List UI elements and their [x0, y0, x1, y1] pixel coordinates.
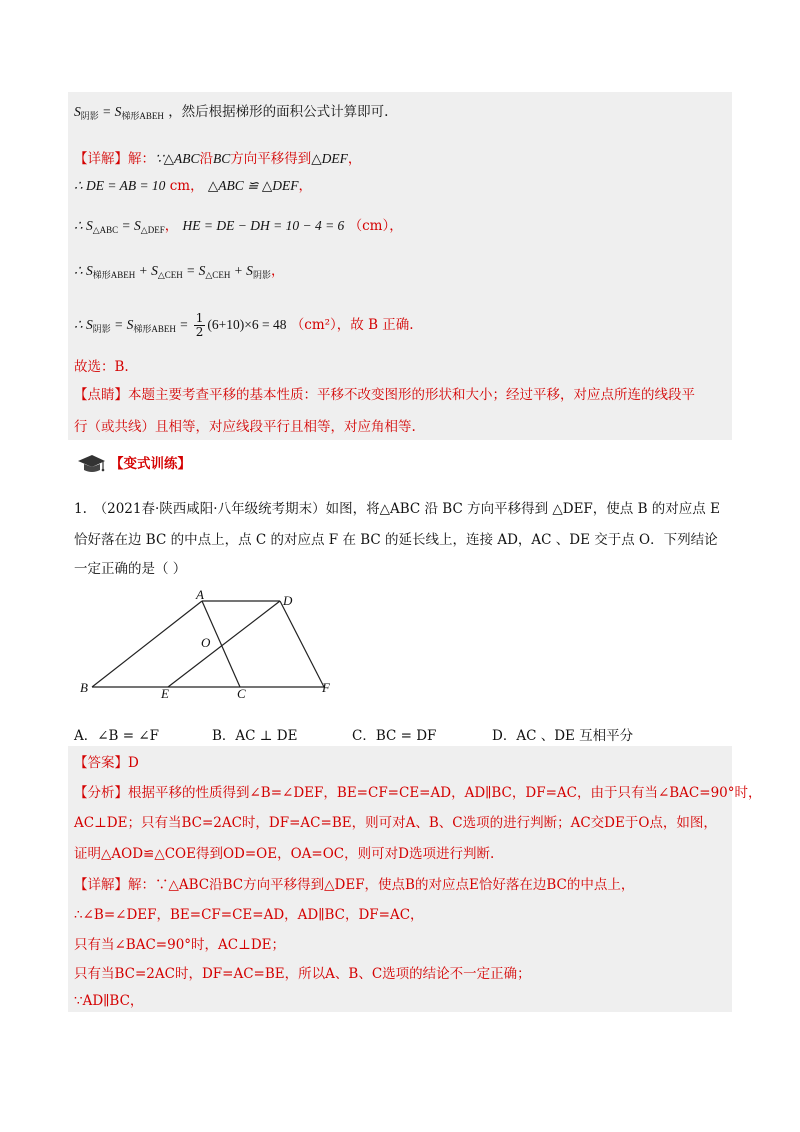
detail-line3: 只有当∠BAC=90°时，AC⊥DE； — [74, 937, 286, 953]
block1-line5: ∴ $S_{梯形ABEH} + S_{\triangle CEH} = S_{\triangle CEH} + S_{阴影}$， — [74, 263, 285, 280]
block1-line8: 【点睛】本题主要考查平移的基本性质：平移不改变图形的形状和大小；经过平移，对应点所连的线段平 — [74, 387, 695, 403]
detail-tag-2: 【详解】 — [74, 877, 128, 893]
label-D: D — [283, 593, 293, 608]
option-d: D．AC 、DE 互相平分 — [492, 728, 634, 744]
geometry-figure — [72, 588, 342, 700]
detail-line1: 【详解】解：∵△ABC沿BC方向平移得到△DEF，使点B的对应点E恰好落在边BC的中点上， — [74, 877, 635, 893]
analysis-line2: AC⊥DE；只有当BC=2AC时，DF=AC=BE，则可对A、B、C选项的进行判断；AC交DE于O点，如图， — [74, 815, 717, 831]
block1-line1: $S_{阴影} = S_{梯形ABEH}$ ，然后根据梯形的面积公式计算即可. — [74, 104, 389, 121]
question-line3: 一定正确的是（ ） — [74, 561, 187, 577]
label-B: B — [80, 680, 88, 695]
label-F: F — [322, 680, 330, 695]
analysis-tag: 【分析】 — [74, 785, 128, 801]
option-c: C．BC = DF — [352, 728, 437, 744]
detail-line5: ∵AD∥BC， — [74, 993, 144, 1009]
block1-line2: 【详解】解：∵△ABC沿BC方向平移得到△DEF， — [74, 151, 362, 167]
option-a: A．∠B = ∠F — [74, 728, 160, 744]
analysis-line3: 证明△AOD≌△COE得到OD=OE，OA=OC，则可对D选项进行判断. — [74, 846, 495, 862]
comment-tag: 【点睛】 — [74, 387, 128, 403]
label-O: O — [201, 635, 211, 650]
block1-line9: 行（或共线）且相等，对应线段平行且相等，对应角相等. — [74, 419, 416, 435]
label-A: A — [196, 588, 204, 602]
graduation-cap-icon — [76, 452, 106, 476]
answer-value: D — [128, 755, 139, 771]
label-C: C — [237, 686, 246, 700]
line-DF — [280, 601, 324, 687]
detail-tag: 【详解】解： — [74, 151, 155, 167]
question-line2: 恰好落在边 BC 的中点上，点 C 的对应点 F 在 BC 的延长线上，连接 AD，AC 、DE 交于点 O．下列结论 — [74, 532, 718, 548]
block1-line7: 故选：B. — [74, 359, 129, 375]
section-title: 【变式训练】 — [110, 456, 191, 472]
option-b: B．AC ⊥ DE — [212, 728, 298, 744]
answer-line — [74, 754, 139, 772]
block1-line3: ∴ DE = AB = 10 cm， △ABC ≌ △DEF， — [74, 178, 312, 194]
question-line1: 1. （2021春·陕西咸阳·八年级统考期末）如图，将△ABC 沿 BC 方向平移得到 △DEF，使点 B 的对应点 E — [74, 501, 720, 517]
label-E: E — [161, 686, 169, 700]
answer-tag: 【答案】 — [74, 755, 128, 771]
block1-line6: ∴ $S_{阴影} = S_{梯形ABEH}$ = $\frac{1}{2}$ (6+10)×6 = 48 （cm²），故 B 正确. — [74, 311, 414, 339]
detail-line4: 只有当BC=2AC时，DF=AC=BE，所以A、B、C选项的结论不一定正确； — [74, 966, 531, 982]
analysis-line1: 【分析】根据平移的性质得到∠B=∠DEF，BE=CF=CE=AD，AD∥BC，DF=AC，由于只有当∠BAC=90°时， — [74, 785, 762, 801]
block1-line4: ∴ $S_{\triangle ABC} = S_{\triangle DEF}$， HE = DE − DH = 10 − 4 = 6 （cm）， — [74, 218, 403, 235]
detail-line2: ∴∠B=∠DEF，BE=CF=CE=AD，AD∥BC，DF=AC， — [74, 907, 424, 923]
